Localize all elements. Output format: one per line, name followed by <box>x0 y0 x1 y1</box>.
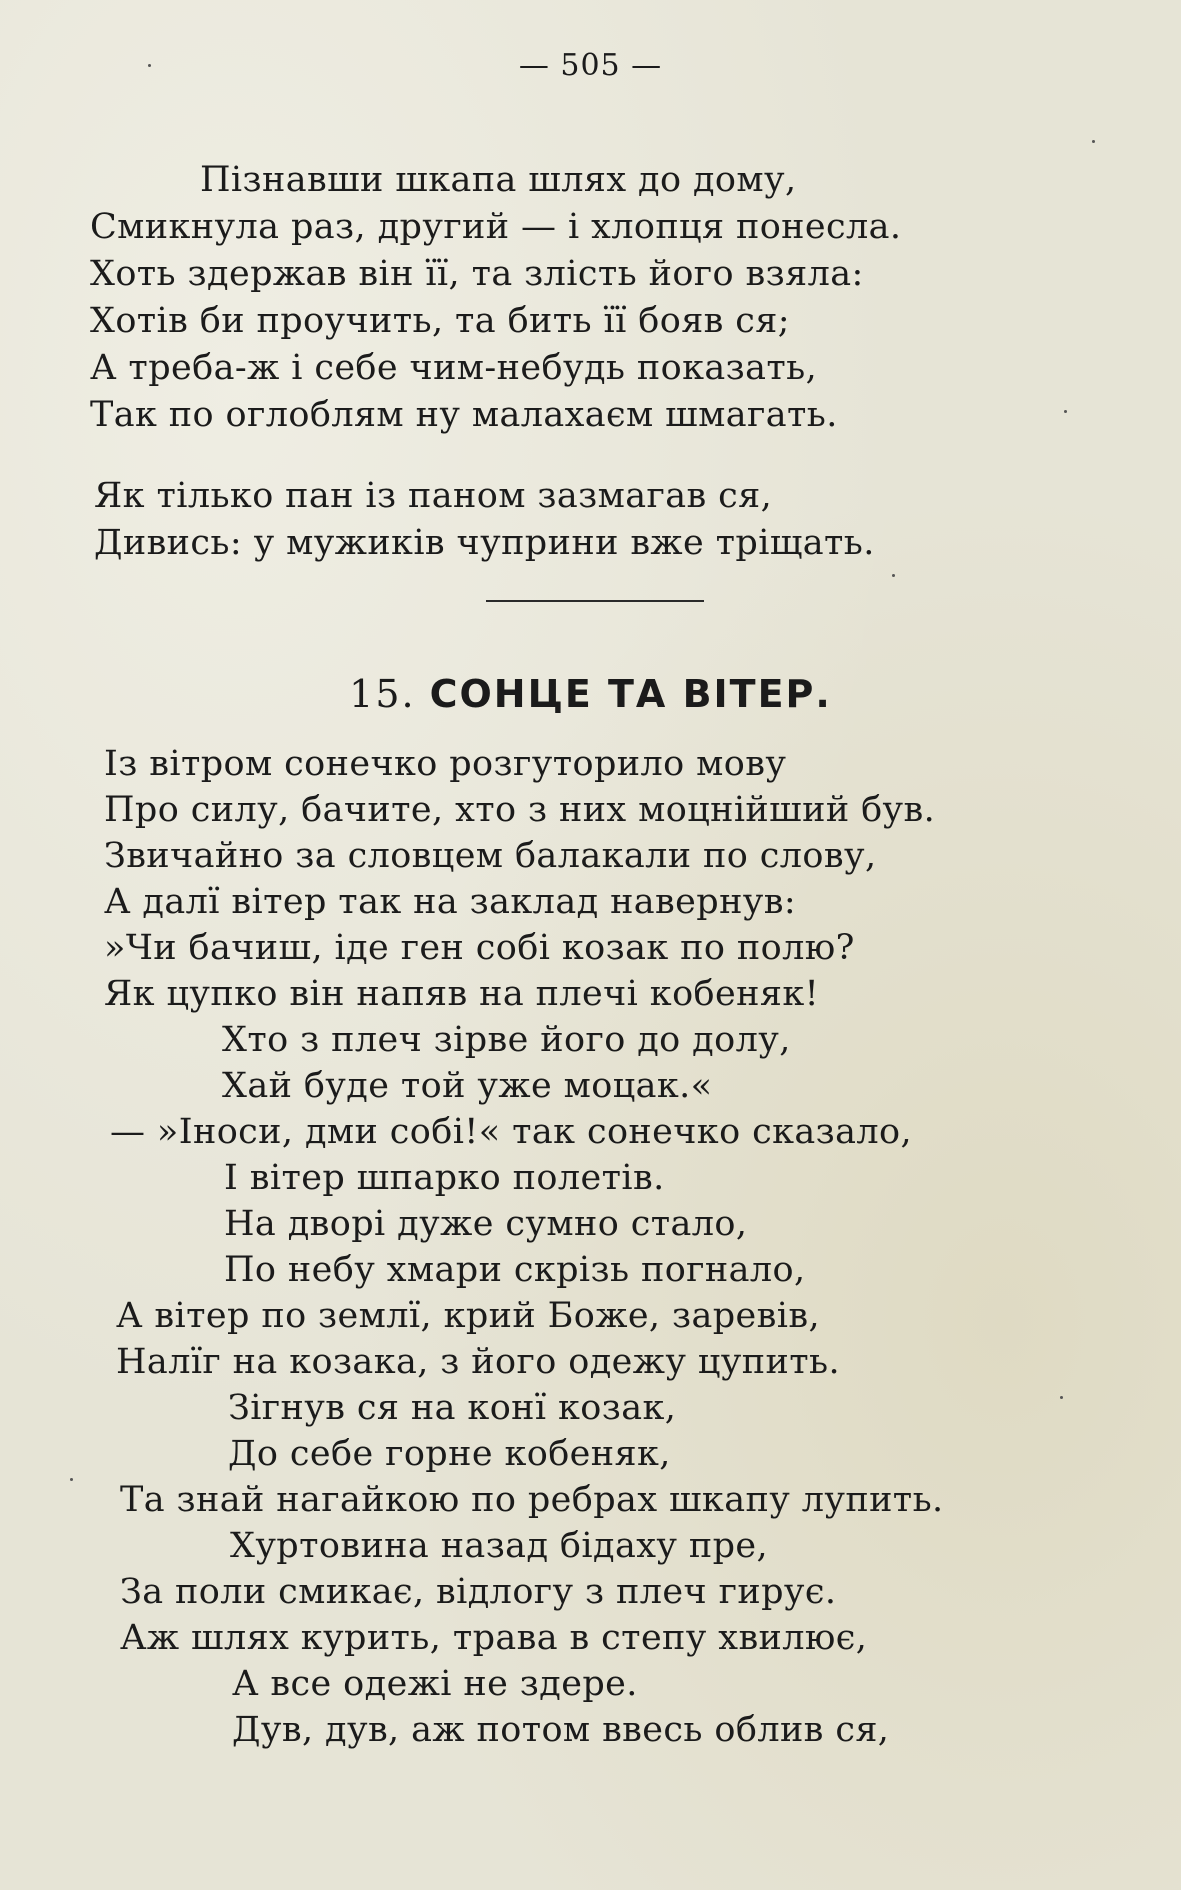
paper-speck <box>892 574 895 577</box>
paper-speck <box>1092 140 1095 143</box>
poem-line: Налїг на козака, з його одежу цупить. <box>116 1342 840 1382</box>
poem-line: За поли смикає, відлогу з плеч гирує. <box>120 1572 837 1612</box>
verse-line: Так по оглоблям ну малахаєм шмагать. <box>90 395 838 435</box>
page-number: — 505 — <box>518 48 663 83</box>
verse-line: Хотів би проучить, та бить її бояв ся; <box>90 301 790 341</box>
poem-line: Із вітром сонечко розгуторило мову <box>104 744 787 784</box>
verse-line: Як тілько пан із паном зазмагав ся, <box>94 476 773 516</box>
poem-line: Про силу, бачите, хто з них моцнійший був. <box>104 790 936 830</box>
poem-line: Хай буде той уже моцак.« <box>222 1066 713 1106</box>
poem-line: Аж шлях курить, трава в степу хвилює, <box>120 1618 868 1658</box>
poem-line: Звичайно за словцем балакали по слову, <box>104 836 877 876</box>
section-divider <box>486 600 704 602</box>
verse-line: А треба-ж і себе чим-небудь показать, <box>90 348 818 388</box>
poem-line: Дув, дув, аж потом ввесь облив ся, <box>232 1710 890 1750</box>
verse-line: Пізнавши шкапа шлях до дому, <box>200 160 797 200</box>
poem-line: А далї вітер так на заклад навернув: <box>104 882 797 922</box>
paper-speck <box>148 64 151 67</box>
poem-line: Як цупко він напяв на плечі кобеняк! <box>104 974 820 1014</box>
poem-line: І вітер шпарко полетів. <box>224 1158 665 1198</box>
verse-line: Хоть здержав він її, та злість його взяла: <box>90 254 864 294</box>
verse-line: Смикнула раз, другий — і хлопця понесла. <box>90 207 902 247</box>
poem-line: »Чи бачиш, іде ген собі козак по полю? <box>104 928 855 968</box>
paper-speck <box>1060 1396 1063 1399</box>
poem-line: А вітер по землї, крий Боже, заревів, <box>116 1296 820 1336</box>
poem-line: Хуртовина назад бідаху пре, <box>230 1526 769 1566</box>
verse-line: Дивись: у мужиків чуприни вже тріщать. <box>94 523 875 563</box>
section-title: СОНЦЕ ТА ВІТЕР. <box>429 672 832 716</box>
poem-line: Хто з плеч зірве його до долу, <box>222 1020 791 1060</box>
section-number: 15. <box>349 672 416 716</box>
poem-line: Та знай нагайкою по ребрах шкапу лупить. <box>120 1480 944 1520</box>
poem-line: До себе горне кобеняк, <box>228 1434 671 1474</box>
poem-line: Зігнув ся на конї козак, <box>228 1388 677 1428</box>
poem-line: — »Іноси, дми собі!« так сонечко сказало, <box>110 1112 913 1152</box>
poem-line: По небу хмари скрізь погнало, <box>224 1250 806 1290</box>
paper-speck <box>70 1478 73 1481</box>
section-heading <box>0 672 1181 716</box>
poem-line: На дворі дуже сумно стало, <box>224 1204 748 1244</box>
paper-speck <box>1064 410 1067 413</box>
poem-line: А все одежі не здере. <box>232 1664 638 1704</box>
